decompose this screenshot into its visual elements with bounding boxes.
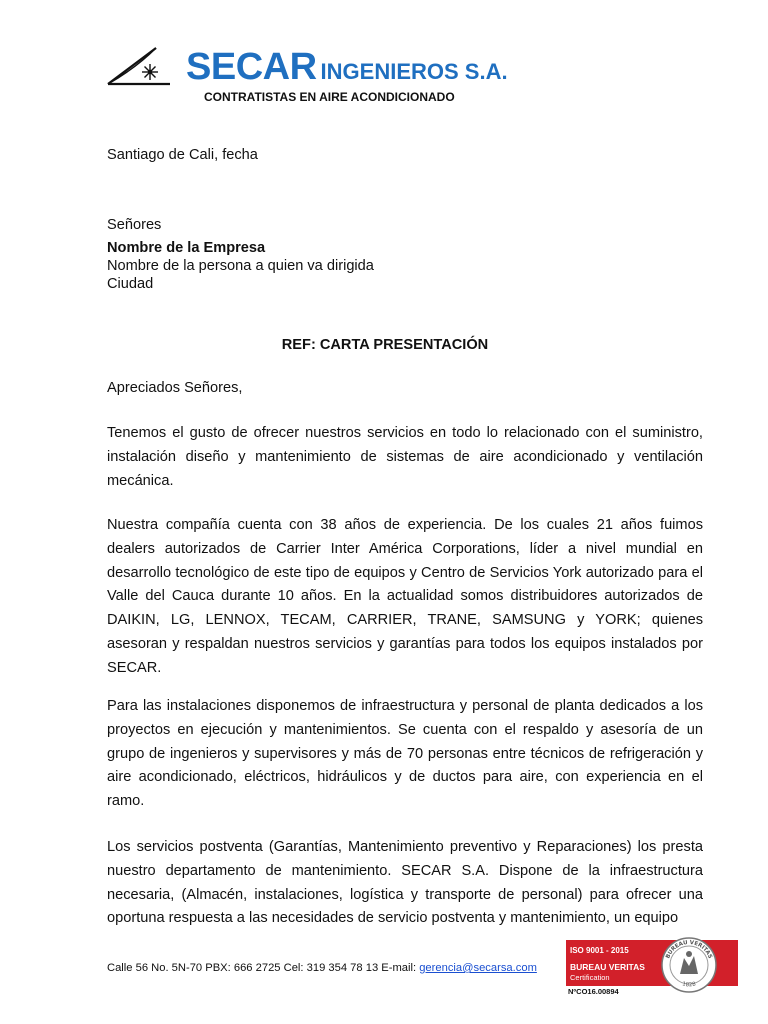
paragraph: Nuestra compañía cuenta con 38 años de experiencia. De los cuales 21 años fuimos dealers autorizados de Carrier Inter América Corporations, líder a nivel mundial en desarrollo tecnológico de este tipo de equipos y Centro de Servicios York autorizado para el Valle del Cauca durante 10 años. En la actualidad somos distribuidores autorizados de DAIKIN, LG, LENNOX, TECAM, CARRIER, TRANE, SAMSUNG y YORK; quienes asesoran y respaldan nuestros servicios y garantías para todos los equipos instalados por SECAR.: [107, 517, 703, 676]
recipient-block: [107, 216, 703, 293]
footer-contact: [107, 962, 537, 974]
recipient-company: Nombre de la Empresa: [107, 240, 266, 256]
certification-iso: ISO 9001 - 2015: [570, 946, 629, 955]
brand-name: [186, 46, 508, 89]
paragraph: Los servicios postventa (Garantías, Mantenimiento preventivo y Reparaciones) los presta nuestro departamento de mantenimiento. SECAR S.A. Dispone de la infraestructura necesaria, (Almacén, instalaciones, logística y transporte de personal) para ofrecer una oportuna respuesta a las necesidades de servicio postventa y mantenimiento, un equipo: [107, 839, 703, 927]
brand-tagline: CONTRATISTAS EN AIRE ACONDICIONADO: [204, 90, 455, 104]
certification-type: Certification: [570, 973, 610, 982]
certification-number: NºCO16.00894: [568, 987, 619, 996]
bureau-veritas-seal-icon: [660, 936, 718, 994]
certification-name: BUREAU VERITAS: [570, 962, 645, 972]
paragraph: Tenemos el gusto de ofrecer nuestros servicios en todo lo relacionado con el suministro, instalación diseño y mantenimiento de sistemas de aire acondicionado y ventilación mecánica.: [107, 425, 703, 489]
certification-badge: [566, 940, 738, 996]
greeting: Apreciados Señores,: [107, 380, 243, 396]
footer-email-link[interactable]: gerencia@secarsa.com: [419, 962, 537, 974]
seal-year: 1828: [681, 981, 697, 989]
brand-main-text: SECAR: [186, 46, 317, 88]
recipient-person: Nombre de la persona a quien va dirigida: [107, 258, 374, 274]
recipient-salutation: Señores: [107, 217, 162, 233]
seal-text: BUREAU VERITAS: [665, 939, 713, 960]
reference-line: REF: CARTA PRESENTACIÓN: [281, 337, 489, 353]
brand-sub-text: INGENIEROS S.A.: [320, 59, 508, 84]
letterhead: [106, 46, 526, 108]
snowflake-sun-logo-icon: [106, 46, 174, 98]
footer-address: Calle 56 No. 5N-70 PBX: 666 2725 Cel: 319 354 78 13 E-mail:: [107, 962, 420, 974]
recipient-city: Ciudad: [107, 276, 154, 292]
date-line: Santiago de Cali, fecha: [107, 147, 258, 163]
paragraph: Para las instalaciones disponemos de infraestructura y personal de planta dedicados a los proyectos en ejecución y mantenimientos. Se cuenta con el respaldo y asesoría de un grupo de ingenieros y supervisores y más de 70 personas entre técnicos de refrigeración y aire acondicionado, eléctricos, hidráulicos y de ductos para aire, con experiencia en el ramo.: [107, 698, 703, 810]
